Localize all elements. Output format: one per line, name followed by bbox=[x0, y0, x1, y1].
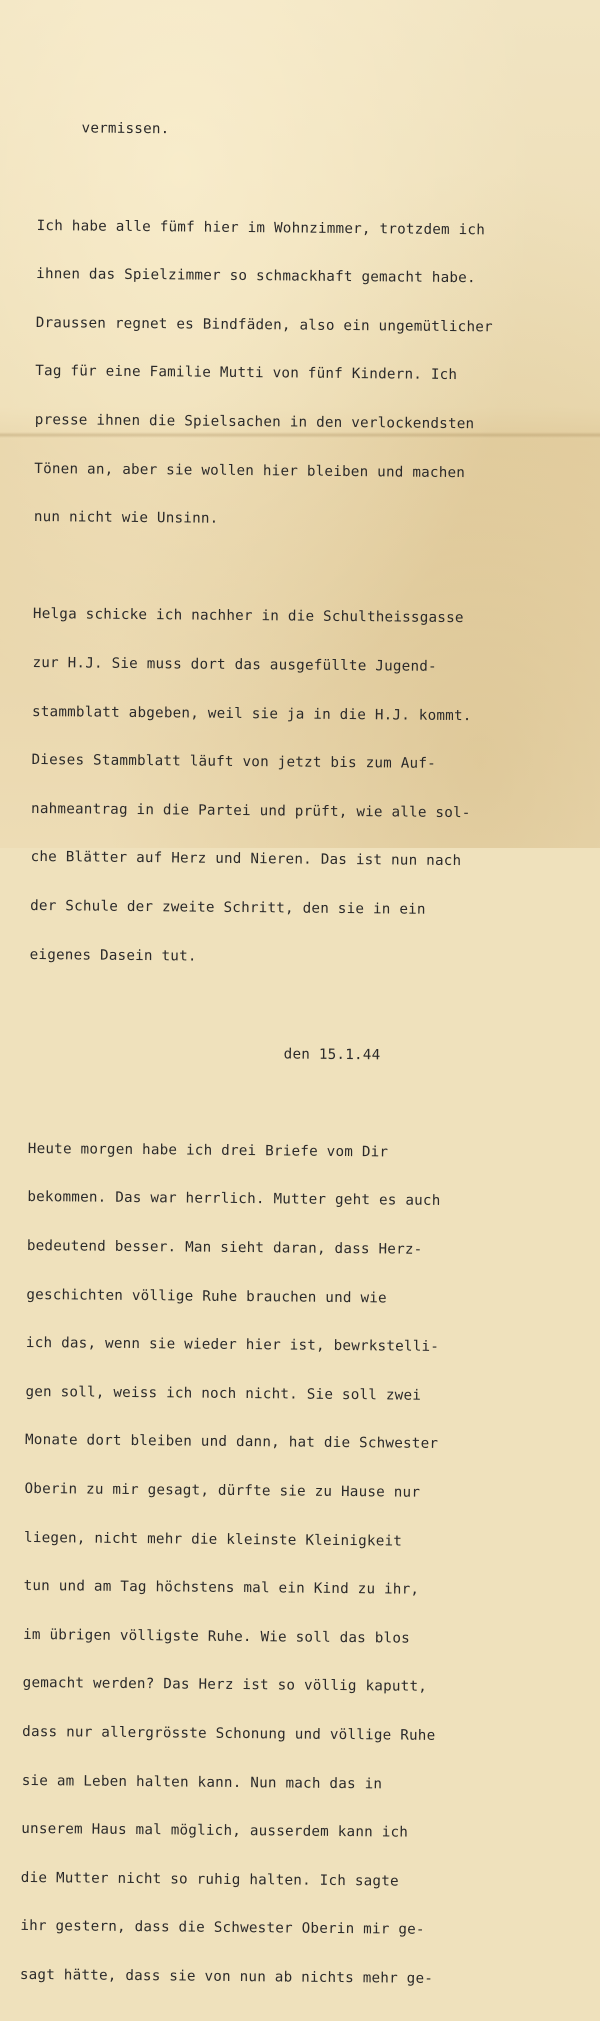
letter-line: die Mutter nicht so ruhig halten. Ich sagte bbox=[20, 1869, 399, 1890]
letter-line: sie am Leben halten kann. Nun mach das in bbox=[21, 1772, 383, 1792]
typed-letter bbox=[19, 88, 599, 2021]
letter-line: Tönen an, aber sie wollen hier bleiben und machen bbox=[34, 460, 466, 481]
letter-line: ich das, wenn sie wieder hier ist, bewrkstelli- bbox=[25, 1335, 440, 1356]
letter-line: vermissen. bbox=[37, 120, 170, 138]
letter-line: dass nur allergrösste Schonung und völlige Ruhe bbox=[22, 1723, 436, 1744]
letter-line: der Schule der zweite Schritt, den sie in ein bbox=[30, 897, 426, 918]
letter-line: unserem Haus mal möglich, ausserdem kann ich bbox=[21, 1821, 409, 1841]
letter-line: zur H.J. Sie muss dort das ausgefüllte Jugend- bbox=[32, 654, 437, 675]
letter-line: tun und am Tag höchstens mal ein Kind zu ihr, bbox=[23, 1578, 420, 1598]
letter-line: gen soll, weiss ich noch nicht. Sie soll zwei bbox=[25, 1383, 422, 1404]
letter-line: stammblatt abgeben, weil sie ja in die H.J. kommt. bbox=[31, 703, 472, 724]
letter-line: geschichten völlige Ruhe brauchen und wie bbox=[26, 1286, 387, 1307]
letter-line: Draussen regnet es Bindfäden, also ein ungemütlicher bbox=[35, 314, 493, 336]
letter-line: presse ihnen die Spielsachen in den verlockendsten bbox=[34, 411, 475, 433]
letter-line: Tag für eine Familie Mutti von fünf Kindern. Ich bbox=[35, 363, 458, 384]
letter-line: Monate dort bleiben und dann, hat die Schwester bbox=[24, 1432, 439, 1453]
letter-line: Dieses Stammblatt läuft von jetzt bis zum Auf- bbox=[31, 752, 437, 772]
letter-line: gemacht werden? Das Herz ist so völlig kaputt, bbox=[22, 1675, 428, 1696]
letter-line: Oberin zu mir gesagt, dürfte sie zu Hause nur bbox=[24, 1480, 421, 1501]
letter-date: den 15.1.44 bbox=[28, 1043, 381, 1064]
letter-line: eigenes Dasein tut. bbox=[29, 946, 197, 965]
letter-line: nun nicht wie Unsinn. bbox=[33, 509, 219, 527]
letter-line: Helga schicke ich nachher in die Schultheissgasse bbox=[32, 606, 464, 627]
letter-line: liegen, nicht mehr die kleinste Kleinigkeit bbox=[24, 1529, 403, 1550]
letter-line: bedeutend besser. Man sieht daran, dass Herz- bbox=[26, 1238, 423, 1258]
letter-line: ihr gestern, dass die Schwester Oberin mir ge- bbox=[20, 1918, 425, 1939]
letter-line: sagt hätte, dass sie von nun ab nichts mehr ge- bbox=[19, 1966, 434, 1987]
letter-line: im übrigen völligste Ruhe. Wie soll das blos bbox=[23, 1626, 411, 1647]
letter-line: nahmeantrag in die Partei und prüft, wie alle sol- bbox=[31, 800, 471, 821]
letter-line: Ich habe alle fümf hier im Wohnzimmer, trotzdem ich bbox=[36, 217, 486, 238]
letter-line: che Blätter auf Herz und Nieren. Das ist nun nach bbox=[30, 849, 462, 870]
letter-line: ihnen das Spielzimmer so schmackhaft gemacht habe. bbox=[36, 266, 476, 287]
letter-line: Heute morgen habe ich drei Briefe vom Dir bbox=[27, 1140, 389, 1161]
letter-line: bekommen. Das war herrlich. Mutter geht es auch bbox=[27, 1189, 441, 1210]
